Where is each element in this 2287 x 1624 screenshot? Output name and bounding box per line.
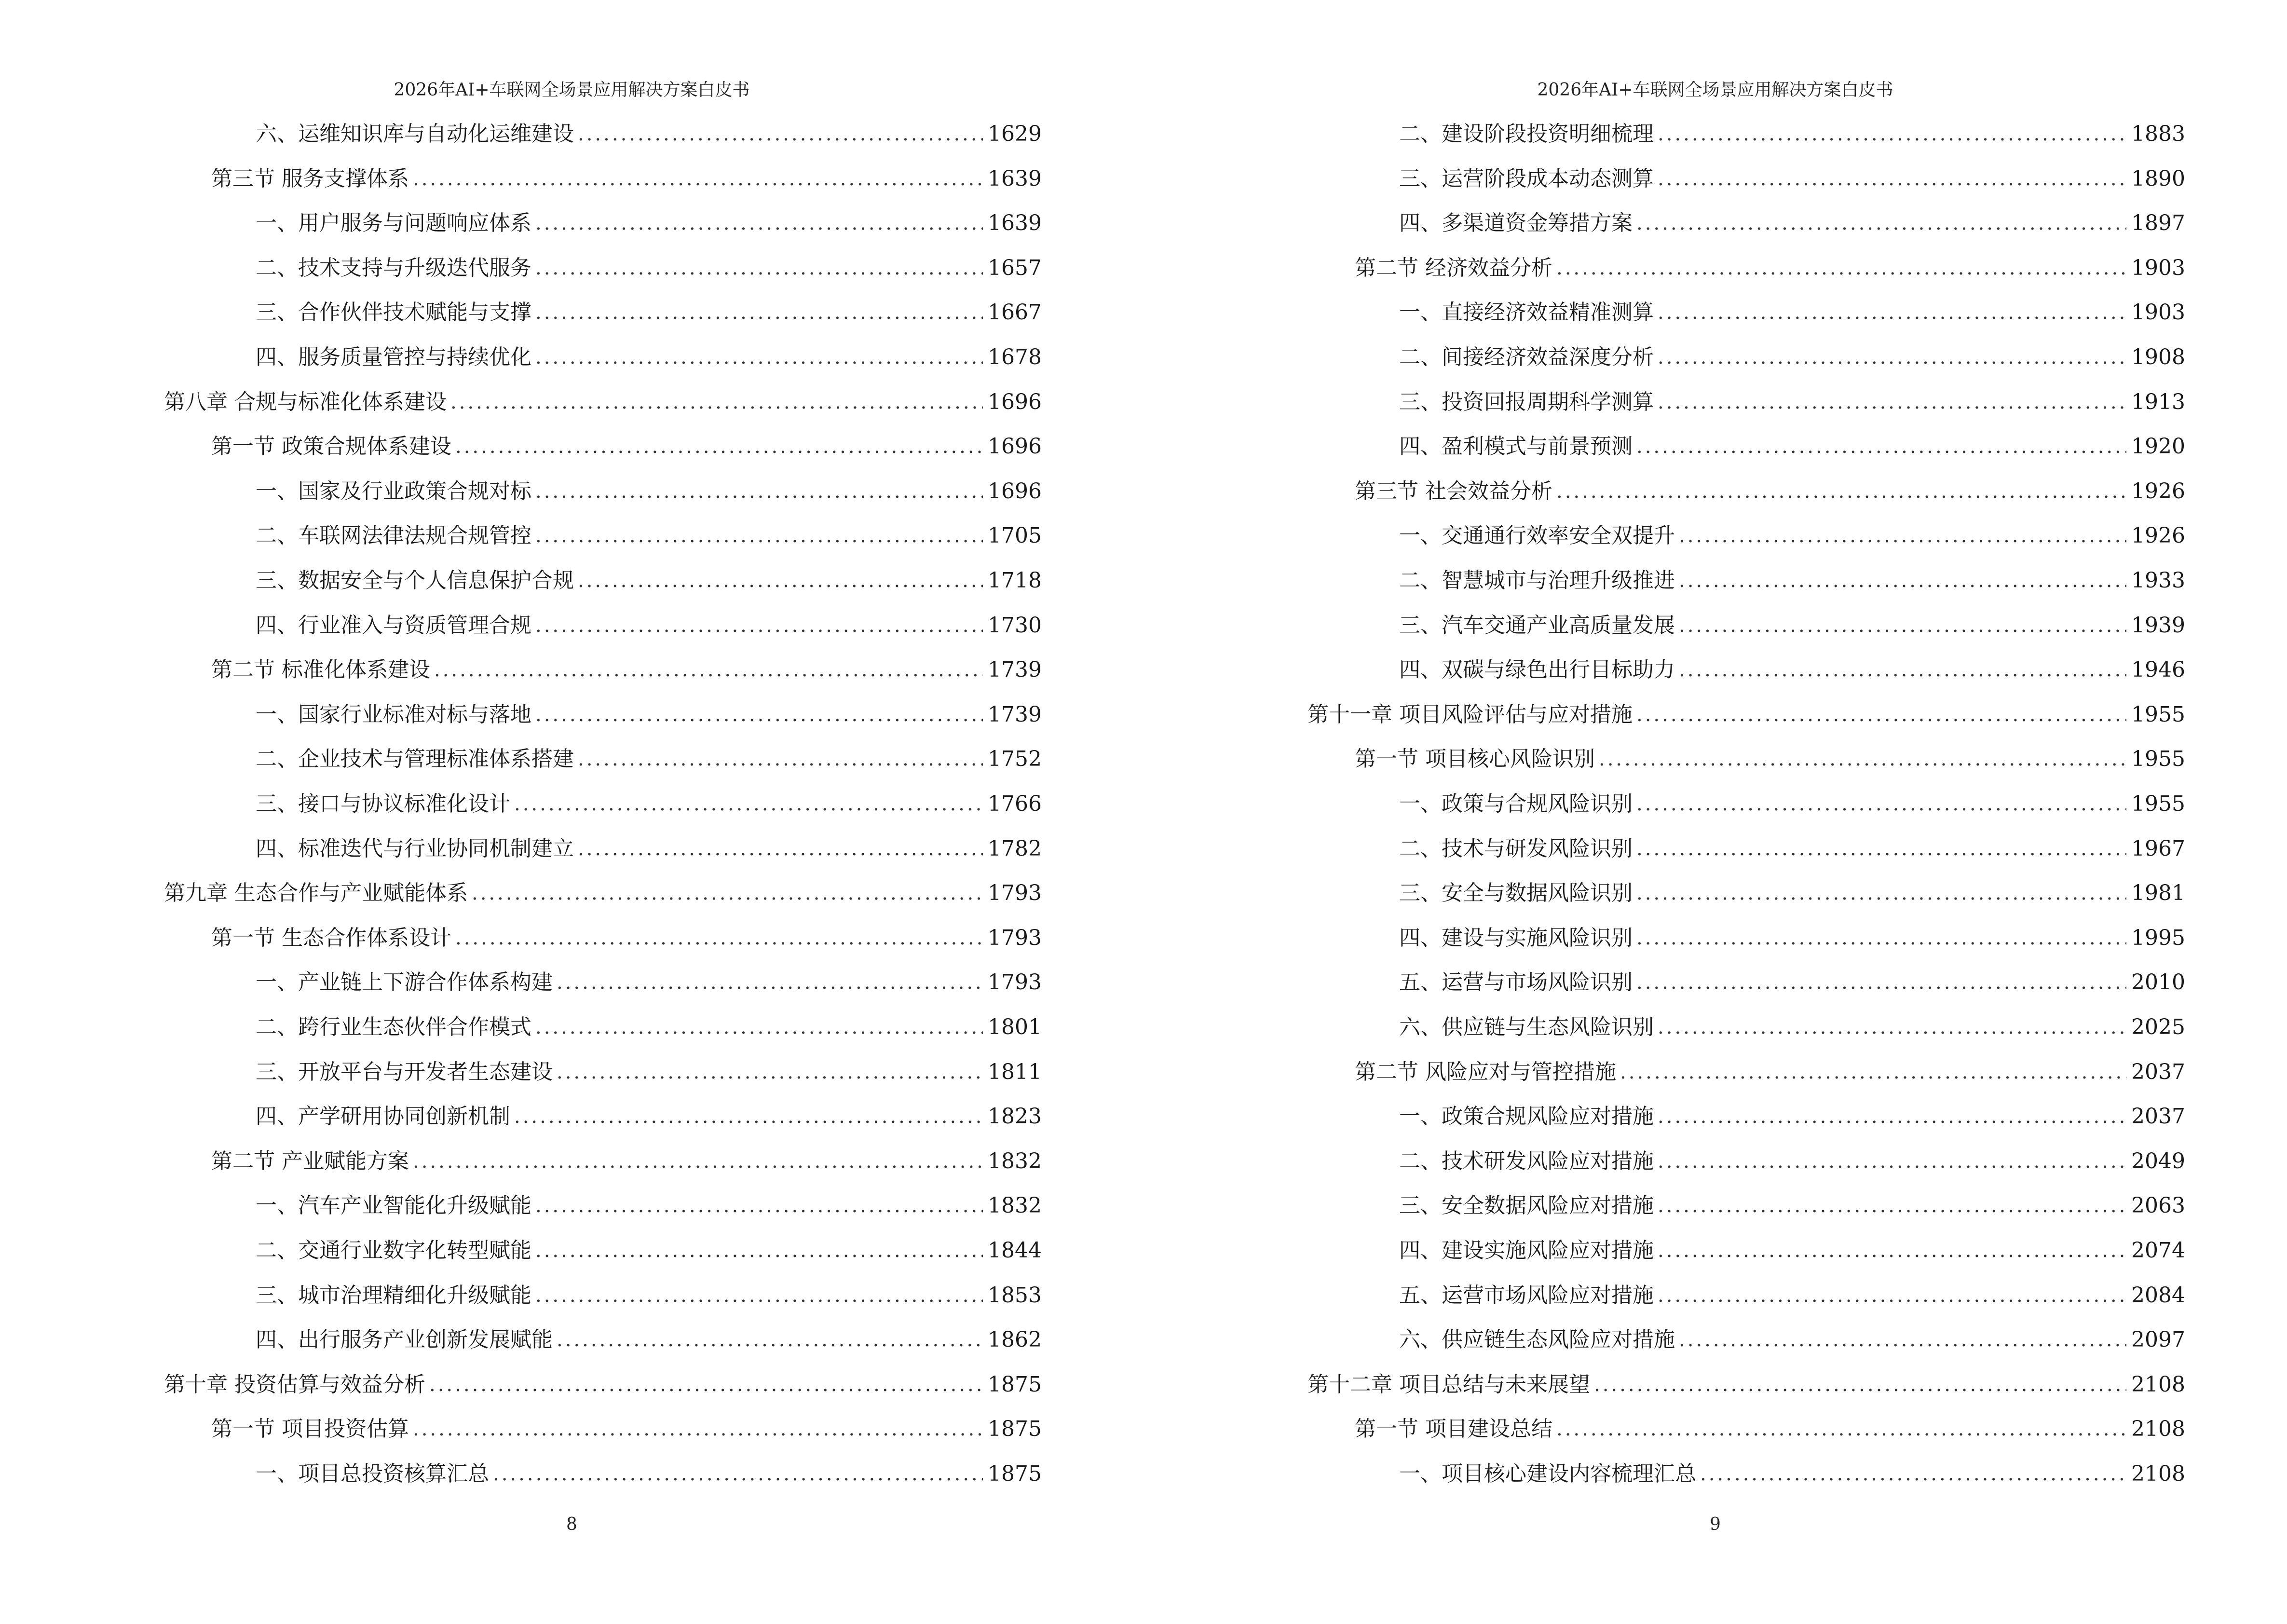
toc-entry-page-number: 1667 — [988, 300, 1042, 325]
toc-entry[interactable] — [1399, 924, 2185, 953]
toc-entry[interactable] — [1399, 209, 2185, 238]
dot-leader — [535, 521, 983, 550]
dot-leader — [578, 120, 983, 149]
toc-entry[interactable] — [211, 655, 1042, 684]
toc-entry-page-number: 1897 — [2131, 211, 2185, 236]
toc-entry[interactable] — [1355, 745, 2185, 774]
dot-leader — [535, 254, 983, 283]
toc-entry-title: 第十二章 项目总结与未来展望 — [1307, 1372, 1590, 1397]
toc-entry-title: 第八章 合规与标准化体系建设 — [164, 389, 447, 414]
toc-entry-page-number: 1832 — [988, 1193, 1042, 1218]
toc-entry-title: 六、供应链生态风险应对措施 — [1399, 1327, 1675, 1352]
toc-entry-title: 一、国家及行业政策合规对标 — [256, 478, 531, 504]
dot-leader — [1658, 1013, 2126, 1042]
toc-entry[interactable] — [164, 388, 1042, 417]
toc-entry-page-number: 1903 — [2131, 255, 2185, 280]
toc-entry-title: 三、安全数据风险应对措施 — [1399, 1193, 1654, 1218]
toc-entry[interactable] — [1399, 968, 2185, 997]
toc-page-right — [1144, 0, 2287, 1624]
toc-entry-page-number: 1946 — [2131, 657, 2185, 682]
dot-leader — [1658, 1147, 2126, 1176]
toc-entry[interactable] — [256, 1281, 1042, 1310]
dot-leader — [1636, 432, 2126, 461]
toc-entry-title: 五、运营市场风险应对措施 — [1399, 1283, 1654, 1308]
toc-entry-title: 二、技术支持与升级迭代服务 — [256, 255, 531, 280]
toc-entry-page-number: 1639 — [988, 166, 1042, 191]
dot-leader — [1594, 1370, 2126, 1399]
dot-leader — [535, 343, 983, 372]
toc-entry-title: 第一节 项目建设总结 — [1355, 1417, 1552, 1442]
toc-entry-page-number: 1883 — [2131, 122, 2185, 146]
toc-entry[interactable] — [1399, 790, 2185, 819]
toc-entry-page-number: 1926 — [2131, 523, 2185, 548]
toc-entry-title: 第一节 政策合规体系建设 — [211, 434, 451, 459]
dot-leader — [1599, 745, 2126, 774]
toc-entry-title: 四、出行服务产业创新发展赋能 — [256, 1327, 553, 1352]
dot-leader — [1556, 477, 2126, 506]
toc-entry-page-number: 1782 — [988, 836, 1042, 861]
dot-leader — [535, 1191, 983, 1220]
toc-entry[interactable] — [256, 700, 1042, 729]
toc-entry[interactable] — [1399, 834, 2185, 863]
toc-entry-page-number: 1939 — [2131, 613, 2185, 638]
dot-leader — [1658, 1191, 2126, 1220]
toc-entry-page-number: 1823 — [988, 1104, 1042, 1129]
toc-entry[interactable] — [211, 164, 1042, 193]
toc-entry[interactable] — [1399, 1191, 2185, 1220]
toc-entry[interactable] — [256, 968, 1042, 997]
toc-entry-page-number: 1875 — [988, 1372, 1042, 1397]
dot-leader — [1636, 924, 2126, 953]
toc-entry-title: 三、安全与数据风险识别 — [1399, 881, 1633, 906]
dot-leader — [557, 1058, 983, 1087]
toc-entry-page-number: 1811 — [988, 1059, 1042, 1084]
toc-entry-page-number: 1908 — [2131, 345, 2185, 369]
dot-leader — [1679, 1325, 2126, 1354]
toc-entry[interactable] — [256, 521, 1042, 550]
toc-entry-title: 第一节 项目核心风险识别 — [1355, 747, 1595, 772]
toc-entry-title: 第二节 风险应对与管控措施 — [1355, 1059, 1616, 1084]
toc-entry[interactable] — [256, 254, 1042, 283]
toc-entry-title: 一、项目核心建设内容梳理汇总 — [1399, 1461, 1696, 1486]
toc-entry-title: 三、城市治理精细化升级赋能 — [256, 1283, 531, 1308]
toc-entry-title: 二、技术研发风险应对措施 — [1399, 1148, 1654, 1174]
toc-entry-page-number: 2037 — [2131, 1104, 2185, 1129]
toc-entry[interactable] — [256, 566, 1042, 595]
toc-entry[interactable] — [1399, 1147, 2185, 1176]
toc-entry[interactable] — [1399, 1236, 2185, 1265]
toc-entry-page-number: 1793 — [988, 970, 1042, 995]
dot-leader — [1679, 566, 2126, 595]
toc-entry-page-number: 1967 — [2131, 836, 2185, 861]
toc-entry-page-number: 1995 — [2131, 925, 2185, 950]
toc-entry-page-number: 1718 — [988, 568, 1042, 593]
toc-entry[interactable] — [256, 1013, 1042, 1042]
running-head: 2026年AI+车联网全场景应用解决方案白皮书 — [394, 80, 750, 100]
toc-entry[interactable] — [1399, 120, 2185, 149]
toc-entry[interactable] — [1399, 655, 2185, 684]
toc-entry[interactable] — [1399, 521, 2185, 550]
dot-leader — [1700, 1460, 2126, 1488]
dot-leader — [1658, 120, 2126, 149]
dot-leader — [1556, 1415, 2126, 1444]
toc-entry[interactable] — [164, 879, 1042, 908]
toc-entry-page-number: 1629 — [988, 122, 1042, 146]
toc-entry-page-number: 1766 — [988, 792, 1042, 816]
toc-entry-page-number: 1801 — [988, 1015, 1042, 1039]
toc-entry-title: 二、建设阶段投资明细梳理 — [1399, 122, 1654, 146]
toc-entry-title: 六、运维知识库与自动化运维建设 — [256, 122, 574, 146]
toc-entry-page-number: 1862 — [988, 1327, 1042, 1352]
toc-entry[interactable] — [1399, 388, 2185, 417]
dot-leader — [535, 298, 983, 327]
toc-entry-title: 二、智慧城市与治理升级推进 — [1399, 568, 1675, 593]
toc-entry[interactable] — [211, 924, 1042, 953]
toc-entry-title: 第十一章 项目风险评估与应对措施 — [1307, 702, 1633, 727]
toc-entry-title: 第一节 生态合作体系设计 — [211, 925, 451, 950]
toc-entry-title: 第二节 经济效益分析 — [1355, 255, 1552, 280]
toc-entry-title: 二、车联网法律法规合规管控 — [256, 523, 531, 548]
toc-entry-title: 第一节 项目投资估算 — [211, 1417, 409, 1442]
toc-entry-page-number: 1678 — [988, 345, 1042, 369]
dot-leader — [472, 879, 983, 908]
toc-entry-title: 三、投资回报周期科学测算 — [1399, 389, 1654, 414]
toc-entry-page-number: 2074 — [2131, 1238, 2185, 1263]
toc-entry[interactable] — [164, 1370, 1042, 1399]
toc-entry-title: 一、直接经济效益精准测算 — [1399, 300, 1654, 325]
toc-entry-title: 二、间接经济效益深度分析 — [1399, 345, 1654, 369]
toc-entry-title: 一、交通通行效率安全双提升 — [1399, 523, 1675, 548]
toc-entry-page-number: 2108 — [2131, 1417, 2185, 1442]
dot-leader — [1636, 834, 2126, 863]
toc-entry[interactable] — [1399, 1013, 2185, 1042]
toc-entry[interactable] — [1355, 1415, 2185, 1444]
dot-leader — [1679, 611, 2126, 640]
toc-entry-page-number: 1920 — [2131, 434, 2185, 459]
toc-entry[interactable] — [256, 834, 1042, 863]
toc-entry-title: 五、运营与市场风险识别 — [1399, 970, 1633, 995]
toc-entry-page-number: 1793 — [988, 881, 1042, 906]
toc-entry-title: 第三节 社会效益分析 — [1355, 478, 1552, 504]
dot-leader — [455, 924, 983, 953]
toc-entry-title: 二、技术与研发风险识别 — [1399, 836, 1633, 861]
toc-entry-page-number: 1696 — [988, 478, 1042, 504]
toc-entry-page-number: 1657 — [988, 255, 1042, 280]
toc-entry-page-number: 1926 — [2131, 478, 2185, 504]
toc-entry-title: 二、企业技术与管理标准体系搭建 — [256, 747, 574, 772]
toc-entry-page-number: 1903 — [2131, 300, 2185, 325]
toc-entry-title: 第十章 投资估算与效益分析 — [164, 1372, 425, 1397]
toc-entry[interactable] — [1307, 700, 2185, 729]
toc-entry-page-number: 1752 — [988, 747, 1042, 772]
toc-entry-title: 一、政策合规风险应对措施 — [1399, 1104, 1654, 1129]
toc-entry[interactable] — [256, 1058, 1042, 1087]
toc-entry[interactable] — [1355, 477, 2185, 506]
dot-leader — [1658, 1281, 2126, 1310]
toc-entry-page-number: 1890 — [2131, 166, 2185, 191]
toc-entry[interactable] — [211, 1415, 1042, 1444]
toc-entry[interactable] — [1399, 164, 2185, 193]
dot-leader — [434, 655, 983, 684]
dot-leader — [1620, 1058, 2126, 1087]
dot-leader — [535, 1013, 983, 1042]
toc-entry[interactable] — [256, 1236, 1042, 1265]
dot-leader — [1636, 790, 2126, 819]
toc-entry-title: 四、盈利模式与前景预测 — [1399, 434, 1633, 459]
toc-entry[interactable] — [1399, 879, 2185, 908]
toc-entry-title: 一、汽车产业智能化升级赋能 — [256, 1193, 531, 1218]
dot-leader — [413, 1147, 983, 1176]
toc-entry-title: 一、项目总投资核算汇总 — [256, 1461, 489, 1486]
toc-entry-page-number: 1981 — [2131, 881, 2185, 906]
toc-entry[interactable] — [1399, 1460, 2185, 1488]
toc-entry[interactable] — [1399, 298, 2185, 327]
toc-entry[interactable] — [256, 745, 1042, 774]
toc-entry-title: 三、运营阶段成本动态测算 — [1399, 166, 1654, 191]
toc-entry[interactable] — [1399, 432, 2185, 461]
toc-entry[interactable] — [1399, 566, 2185, 595]
toc-entry-title: 四、多渠道资金筹措方案 — [1399, 211, 1633, 236]
toc-entry-title: 二、交通行业数字化转型赋能 — [256, 1238, 531, 1263]
toc-entry-title: 二、跨行业生态伙伴合作模式 — [256, 1015, 531, 1039]
toc-entry[interactable] — [256, 209, 1042, 238]
toc-entry[interactable] — [1307, 1370, 2185, 1399]
dot-leader — [1636, 968, 2126, 997]
toc-entry-page-number: 1793 — [988, 925, 1042, 950]
toc-entry-page-number: 1696 — [988, 389, 1042, 414]
dot-leader — [578, 566, 983, 595]
toc-entry-page-number: 2037 — [2131, 1059, 2185, 1084]
toc-entry-title: 四、建设与实施风险识别 — [1399, 925, 1633, 950]
toc-entry-page-number: 1933 — [2131, 568, 2185, 593]
dot-leader — [493, 1460, 983, 1488]
toc-entry-title: 第二节 产业赋能方案 — [211, 1148, 409, 1174]
toc-entry[interactable] — [1399, 1102, 2185, 1131]
toc-entry-title: 三、开放平台与开发者生态建设 — [256, 1059, 553, 1084]
toc-entry-page-number: 2049 — [2131, 1148, 2185, 1174]
dot-leader — [455, 432, 983, 461]
toc-entry-title: 第九章 生态合作与产业赋能体系 — [164, 881, 468, 906]
toc-entry-page-number: 1832 — [988, 1148, 1042, 1174]
toc-entry[interactable] — [211, 432, 1042, 461]
toc-entry-page-number: 2010 — [2131, 970, 2185, 995]
dot-leader — [413, 164, 983, 193]
dot-leader — [1679, 521, 2126, 550]
toc-entry-title: 三、数据安全与个人信息保护合规 — [256, 568, 574, 593]
dot-leader — [578, 745, 983, 774]
toc-entry-title: 一、用户服务与问题响应体系 — [256, 211, 531, 236]
dot-leader — [1658, 298, 2126, 327]
toc-entry-page-number: 1875 — [988, 1461, 1042, 1486]
toc-entry-title: 一、政策与合规风险识别 — [1399, 792, 1633, 816]
toc-entry-page-number: 1730 — [988, 613, 1042, 638]
toc-entry-title: 四、建设实施风险应对措施 — [1399, 1238, 1654, 1263]
dot-leader — [514, 790, 983, 819]
toc-entry-title: 四、标准迭代与行业协同机制建立 — [256, 836, 574, 861]
toc-entry-page-number: 1955 — [2131, 747, 2185, 772]
toc-entry-title: 六、供应链与生态风险识别 — [1399, 1015, 1654, 1039]
toc-entry[interactable] — [1399, 611, 2185, 640]
toc-entry-title: 四、双碳与绿色出行目标助力 — [1399, 657, 1675, 682]
toc-entry[interactable] — [256, 1460, 1042, 1488]
toc-entry-page-number: 1739 — [988, 657, 1042, 682]
toc-entry-page-number: 1639 — [988, 211, 1042, 236]
toc-entry[interactable] — [256, 120, 1042, 149]
dot-leader — [1556, 254, 2126, 283]
toc-entry-page-number: 1844 — [988, 1238, 1042, 1263]
dot-leader — [535, 611, 983, 640]
dot-leader — [1636, 209, 2126, 238]
page-number: 9 — [1710, 1515, 1721, 1534]
dot-leader — [1679, 655, 2126, 684]
dot-leader — [1658, 388, 2126, 417]
dot-leader — [450, 388, 983, 417]
dot-leader — [535, 477, 983, 506]
dot-leader — [429, 1370, 983, 1399]
toc-entry-page-number: 2084 — [2131, 1283, 2185, 1308]
dot-leader — [1658, 164, 2126, 193]
page-number: 8 — [566, 1515, 577, 1534]
dot-leader — [557, 968, 983, 997]
dot-leader — [1636, 879, 2126, 908]
dot-leader — [578, 834, 983, 863]
toc-entry[interactable] — [256, 1325, 1042, 1354]
dot-leader — [535, 209, 983, 238]
toc-entry-title: 第三节 服务支撑体系 — [211, 166, 409, 191]
dot-leader — [1658, 1102, 2126, 1131]
dot-leader — [413, 1415, 983, 1444]
toc-list — [1144, 0, 2287, 1624]
toc-entry-page-number: 1853 — [988, 1283, 1042, 1308]
toc-entry-title: 四、产学研用协同创新机制 — [256, 1104, 510, 1129]
toc-entry-page-number: 1739 — [988, 702, 1042, 727]
toc-entry-title: 四、服务质量管控与持续优化 — [256, 345, 531, 369]
toc-entry-page-number: 1875 — [988, 1417, 1042, 1442]
toc-entry-title: 三、合作伙伴技术赋能与支撑 — [256, 300, 531, 325]
toc-entry[interactable] — [1399, 343, 2185, 372]
toc-entry-page-number: 2063 — [2131, 1193, 2185, 1218]
dot-leader — [1658, 343, 2126, 372]
dot-leader — [535, 700, 983, 729]
toc-entry[interactable] — [256, 1191, 1042, 1220]
dot-leader — [557, 1325, 983, 1354]
toc-entry-page-number: 1705 — [988, 523, 1042, 548]
toc-entry-page-number: 2108 — [2131, 1372, 2185, 1397]
toc-entry-title: 四、行业准入与资质管理合规 — [256, 613, 531, 638]
toc-entry-title: 三、接口与协议标准化设计 — [256, 792, 510, 816]
toc-entry-page-number: 1955 — [2131, 702, 2185, 727]
running-head: 2026年AI+车联网全场景应用解决方案白皮书 — [1537, 80, 1893, 100]
toc-entry[interactable] — [256, 790, 1042, 819]
toc-entry[interactable] — [256, 611, 1042, 640]
toc-entry-title: 一、产业链上下游合作体系构建 — [256, 970, 553, 995]
toc-entry[interactable] — [1399, 1325, 2185, 1354]
toc-entry-title: 第二节 标准化体系建设 — [211, 657, 430, 682]
toc-entry[interactable] — [1355, 1058, 2185, 1087]
dot-leader — [1636, 700, 2126, 729]
dot-leader — [535, 1281, 983, 1310]
toc-entry[interactable] — [256, 343, 1042, 372]
toc-entry[interactable] — [256, 1102, 1042, 1131]
dot-leader — [535, 1236, 983, 1265]
toc-entry[interactable] — [256, 298, 1042, 327]
toc-entry-page-number: 2025 — [2131, 1015, 2185, 1039]
toc-entry-page-number: 2097 — [2131, 1327, 2185, 1352]
toc-entry[interactable] — [1399, 1281, 2185, 1310]
toc-entry-title: 三、汽车交通产业高质量发展 — [1399, 613, 1675, 638]
dot-leader — [1658, 1236, 2126, 1265]
toc-entry[interactable] — [256, 477, 1042, 506]
dot-leader — [514, 1102, 983, 1131]
toc-entry[interactable] — [1355, 254, 2185, 283]
toc-entry-page-number: 1696 — [988, 434, 1042, 459]
toc-entry-page-number: 2108 — [2131, 1461, 2185, 1486]
toc-entry-page-number: 1955 — [2131, 792, 2185, 816]
toc-entry[interactable] — [211, 1147, 1042, 1176]
toc-entry-title: 一、国家行业标准对标与落地 — [256, 702, 531, 727]
toc-entry-page-number: 1913 — [2131, 389, 2185, 414]
